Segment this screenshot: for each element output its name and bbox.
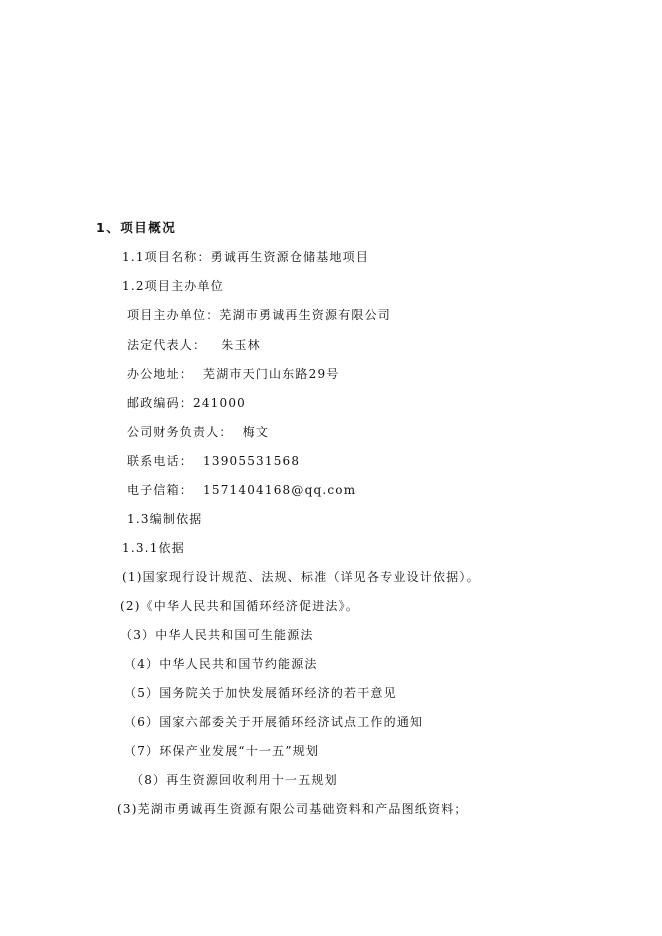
basis-item-1: (1)国家现行设计规范、法规、标准（详见各专业设计依据）。	[122, 570, 480, 584]
basis-item-2: (2)《中华人民共和国循环经济促进法》。	[120, 599, 359, 613]
contact-email: 电子信箱： 1571404168@qq.com	[127, 483, 357, 497]
basis-item-8: （8）再生资源回收利用十一五规划	[131, 773, 338, 787]
section-title: 1、项目概况	[96, 220, 177, 235]
office-address: 办公地址： 芜湖市天门山东路29号	[127, 367, 340, 381]
project-name: 1.1项目名称：勇诚再生资源仓储基地项目	[122, 250, 370, 264]
basis-item-7: （7）环保产业发展“十一五”规划	[124, 744, 320, 758]
sponsor-unit: 项目主办单位：芜湖市勇诚再生资源有限公司	[127, 308, 392, 322]
basis-item-6: （6）国家六部委关于开展循环经济试点工作的通知	[124, 715, 424, 729]
basis-item-3: （3）中华人民共和国可生能源法	[120, 628, 314, 642]
finance-head: 公司财务负责人： 梅文	[127, 425, 270, 439]
basis-heading: 1.3编制依据	[127, 512, 203, 526]
postcode: 邮政编码：241000	[127, 396, 247, 410]
basis-sub-heading: 1.3.1依据	[122, 541, 185, 555]
basis-item-9: (3)芜湖市勇诚再生资源有限公司基础资料和产品图纸资料；	[117, 802, 468, 816]
sponsor-heading: 1.2项目主办单位	[122, 279, 224, 293]
basis-item-4: （4）中华人民共和国节约能源法	[124, 657, 318, 671]
legal-representative: 法定代表人： 朱玉林	[127, 338, 261, 352]
basis-item-5: （5）国务院关于加快发展循环经济的若干意见	[124, 686, 397, 700]
contact-phone: 联系电话： 13905531568	[127, 454, 301, 468]
